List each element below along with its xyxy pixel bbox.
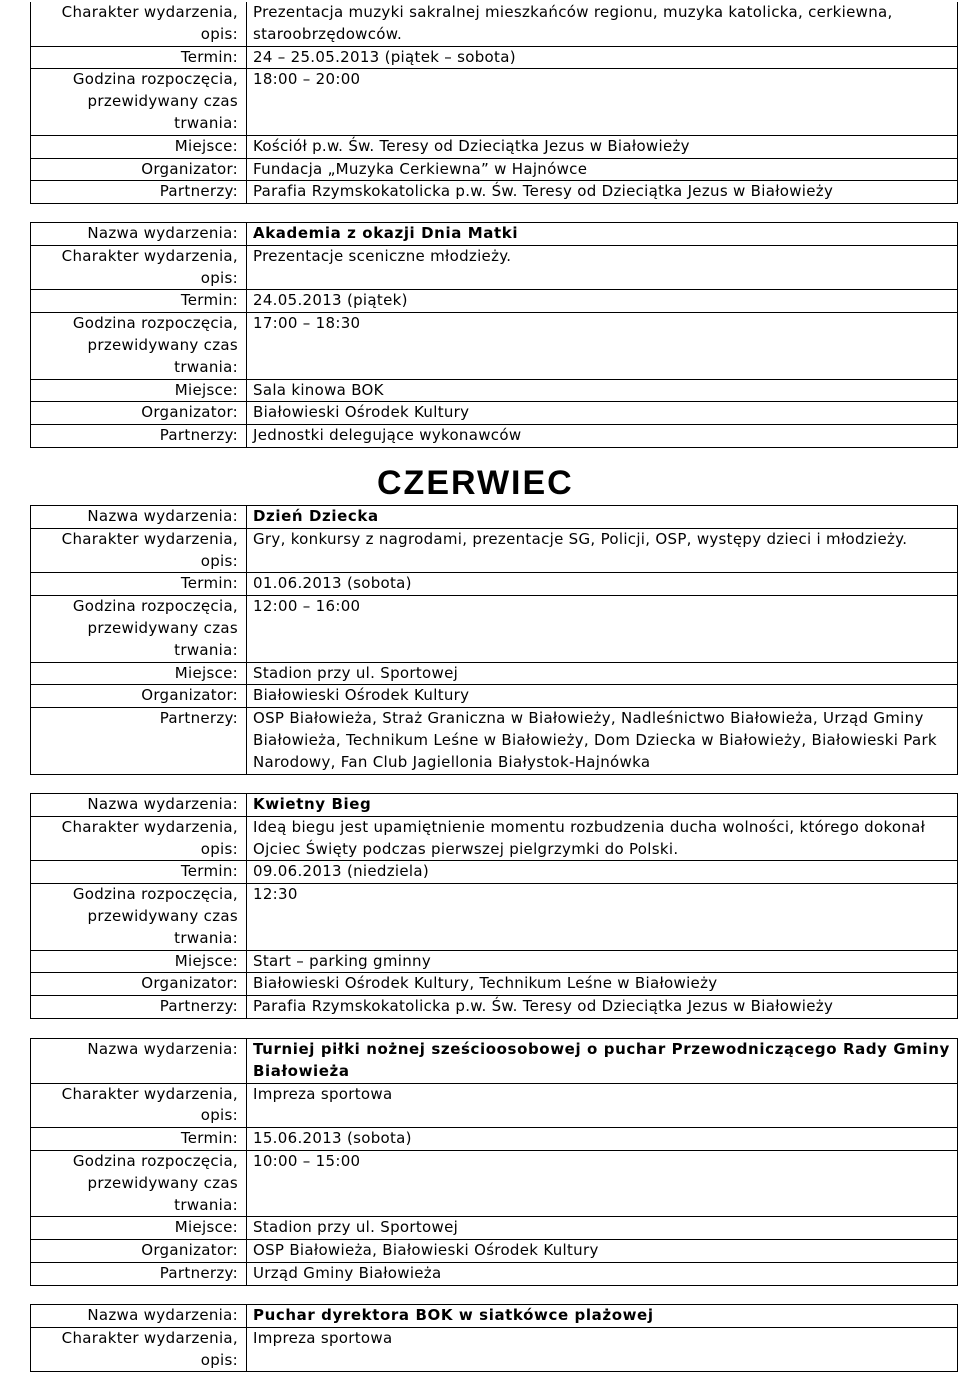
partners-value: Parafia Rzymskokatolicka p.w. Św. Teresy od Dzieciątka Jezus w Białowieży — [247, 996, 958, 1019]
date-value: 24 – 25.05.2013 (piątek – sobota) — [247, 46, 958, 69]
partners-row — [31, 425, 958, 448]
character-label: Charakter wydarzenia, opis: — [31, 1083, 247, 1128]
organizer-value: OSP Białowieża, Białowieski Ośrodek Kultury — [247, 1240, 958, 1263]
date-row — [31, 46, 958, 69]
place-label: Miejsce: — [31, 135, 247, 158]
organizer-label: Organizator: — [31, 973, 247, 996]
name-label: Nazwa wydarzenia: — [31, 223, 247, 246]
date-row — [31, 573, 958, 596]
character-label: Charakter wydarzenia, opis: — [31, 2, 247, 46]
place-value: Stadion przy ul. Sportowej — [247, 1217, 958, 1240]
event-name: Kwietny Bieg — [247, 794, 958, 817]
month-heading: CZERWIEC — [377, 464, 574, 502]
organizer-label: Organizator: — [31, 402, 247, 425]
date-label: Termin: — [31, 46, 247, 69]
partners-label: Partnerzy: — [31, 996, 247, 1019]
date-label: Termin: — [31, 861, 247, 884]
place-label: Miejsce: — [31, 379, 247, 402]
place-value: Sala kinowa BOK — [247, 379, 958, 402]
place-row — [31, 1217, 958, 1240]
name-label: Nazwa wydarzenia: — [31, 794, 247, 817]
organizer-row — [31, 973, 958, 996]
character-value: Gry, konkursy z nagrodami, prezentacje SG, Policji, OSP, występy dzieci i młodzieży. — [247, 528, 958, 573]
time-label: Godzina rozpoczęcia, przewidywany czas trwania: — [31, 313, 247, 379]
partners-label: Partnerzy: — [31, 708, 247, 774]
organizer-value: Fundacja „Muzyka Cerkiewna” w Hajnówce — [247, 158, 958, 181]
name-row — [31, 223, 958, 246]
place-row — [31, 950, 958, 973]
partners-value: Parafia Rzymskokatolicka p.w. Św. Teresy od Dzieciątka Jezus w Białowieży — [247, 181, 958, 204]
time-value: 10:00 – 15:00 — [247, 1150, 958, 1216]
time-label: Godzina rozpoczęcia, przewidywany czas trwania: — [31, 884, 247, 950]
organizer-row — [31, 685, 958, 708]
date-value: 24.05.2013 (piątek) — [247, 290, 958, 313]
date-row — [31, 290, 958, 313]
time-row — [31, 69, 958, 135]
time-value: 18:00 – 20:00 — [247, 69, 958, 135]
event-table — [30, 222, 958, 448]
event-table — [30, 505, 958, 775]
organizer-value: Białowieski Ośrodek Kultury — [247, 402, 958, 425]
time-row — [31, 313, 958, 379]
time-value: 17:00 – 18:30 — [247, 313, 958, 379]
name-label: Nazwa wydarzenia: — [31, 506, 247, 529]
place-label: Miejsce: — [31, 662, 247, 685]
name-row — [31, 1039, 958, 1084]
date-value: 09.06.2013 (niedziela) — [247, 861, 958, 884]
organizer-row — [31, 158, 958, 181]
partners-label: Partnerzy: — [31, 425, 247, 448]
organizer-row — [31, 1240, 958, 1263]
name-row — [31, 1305, 958, 1328]
character-value: Prezentacja muzyki sakralnej mieszkańców regionu, muzyka katolicka, cerkiewna, staroobrzędowców. — [247, 2, 958, 46]
date-row — [31, 1128, 958, 1151]
place-value: Start – parking gminny — [247, 950, 958, 973]
character-row — [31, 1327, 958, 1372]
name-row — [31, 794, 958, 817]
character-value: Prezentacje sceniczne młodzieży. — [247, 245, 958, 290]
time-label: Godzina rozpoczęcia, przewidywany czas trwania: — [31, 69, 247, 135]
time-row — [31, 596, 958, 662]
organizer-label: Organizator: — [31, 685, 247, 708]
event-table — [30, 2, 958, 204]
place-value: Kościół p.w. Św. Teresy od Dzieciątka Jezus w Białowieży — [247, 135, 958, 158]
place-label: Miejsce: — [31, 950, 247, 973]
time-label: Godzina rozpoczęcia, przewidywany czas trwania: — [31, 596, 247, 662]
organizer-value: Białowieski Ośrodek Kultury, Technikum Leśne w Białowieży — [247, 973, 958, 996]
time-value: 12:00 – 16:00 — [247, 596, 958, 662]
partners-label: Partnerzy: — [31, 181, 247, 204]
event-table — [30, 1304, 958, 1372]
name-label: Nazwa wydarzenia: — [31, 1039, 247, 1084]
date-label: Termin: — [31, 290, 247, 313]
partners-label: Partnerzy: — [31, 1262, 247, 1285]
partners-row — [31, 996, 958, 1019]
place-row — [31, 135, 958, 158]
character-row — [31, 1083, 958, 1128]
character-value: Impreza sportowa — [247, 1327, 958, 1372]
place-row — [31, 662, 958, 685]
event-name: Akademia z okazji Dnia Matki — [247, 223, 958, 246]
name-label: Nazwa wydarzenia: — [31, 1305, 247, 1328]
event-name: Turniej piłki nożnej sześcioosobowej o puchar Przewodniczącego Rady Gminy Białowieża — [247, 1039, 958, 1084]
name-row — [31, 506, 958, 529]
organizer-label: Organizator: — [31, 158, 247, 181]
date-row — [31, 861, 958, 884]
time-label: Godzina rozpoczęcia, przewidywany czas trwania: — [31, 1150, 247, 1216]
event-name: Puchar dyrektora BOK w siatkówce plażowej — [247, 1305, 958, 1328]
character-value: Ideą biegu jest upamiętnienie momentu rozbudzenia ducha wolności, którego dokonał Ojciec Święty podczas pierwszej pielgrzymki do Polski. — [247, 816, 958, 861]
character-row — [31, 528, 958, 573]
date-value: 15.06.2013 (sobota) — [247, 1128, 958, 1151]
character-row — [31, 816, 958, 861]
character-label: Charakter wydarzenia, opis: — [31, 528, 247, 573]
event-table — [30, 793, 958, 1019]
organizer-value: Białowieski Ośrodek Kultury — [247, 685, 958, 708]
organizer-row — [31, 402, 958, 425]
character-value: Impreza sportowa — [247, 1083, 958, 1128]
event-table — [30, 1038, 958, 1286]
date-label: Termin: — [31, 573, 247, 596]
character-label: Charakter wydarzenia, opis: — [31, 1327, 247, 1372]
time-row — [31, 884, 958, 950]
partners-row — [31, 1262, 958, 1285]
place-label: Miejsce: — [31, 1217, 247, 1240]
partners-row — [31, 181, 958, 204]
organizer-label: Organizator: — [31, 1240, 247, 1263]
partners-value: Jednostki delegujące wykonawców — [247, 425, 958, 448]
character-row — [31, 2, 958, 46]
character-label: Charakter wydarzenia, opis: — [31, 245, 247, 290]
partners-value: Urząd Gminy Białowieża — [247, 1262, 958, 1285]
date-label: Termin: — [31, 1128, 247, 1151]
event-name: Dzień Dziecka — [247, 506, 958, 529]
partners-row — [31, 708, 958, 774]
character-row — [31, 245, 958, 290]
partners-value: OSP Białowieża, Straż Graniczna w Białowieży, Nadleśnictwo Białowieża, Urząd Gminy Białowieża, Technikum Leśne w Białowieży, Dom Dziecka w Białowieży, Białowieski Park Narodowy, Fan Club Jagiellonia Białystok-Hajnówka — [247, 708, 958, 774]
place-row — [31, 379, 958, 402]
character-label: Charakter wydarzenia, opis: — [31, 816, 247, 861]
time-row — [31, 1150, 958, 1216]
time-value: 12:30 — [247, 884, 958, 950]
date-value: 01.06.2013 (sobota) — [247, 573, 958, 596]
place-value: Stadion przy ul. Sportowej — [247, 662, 958, 685]
